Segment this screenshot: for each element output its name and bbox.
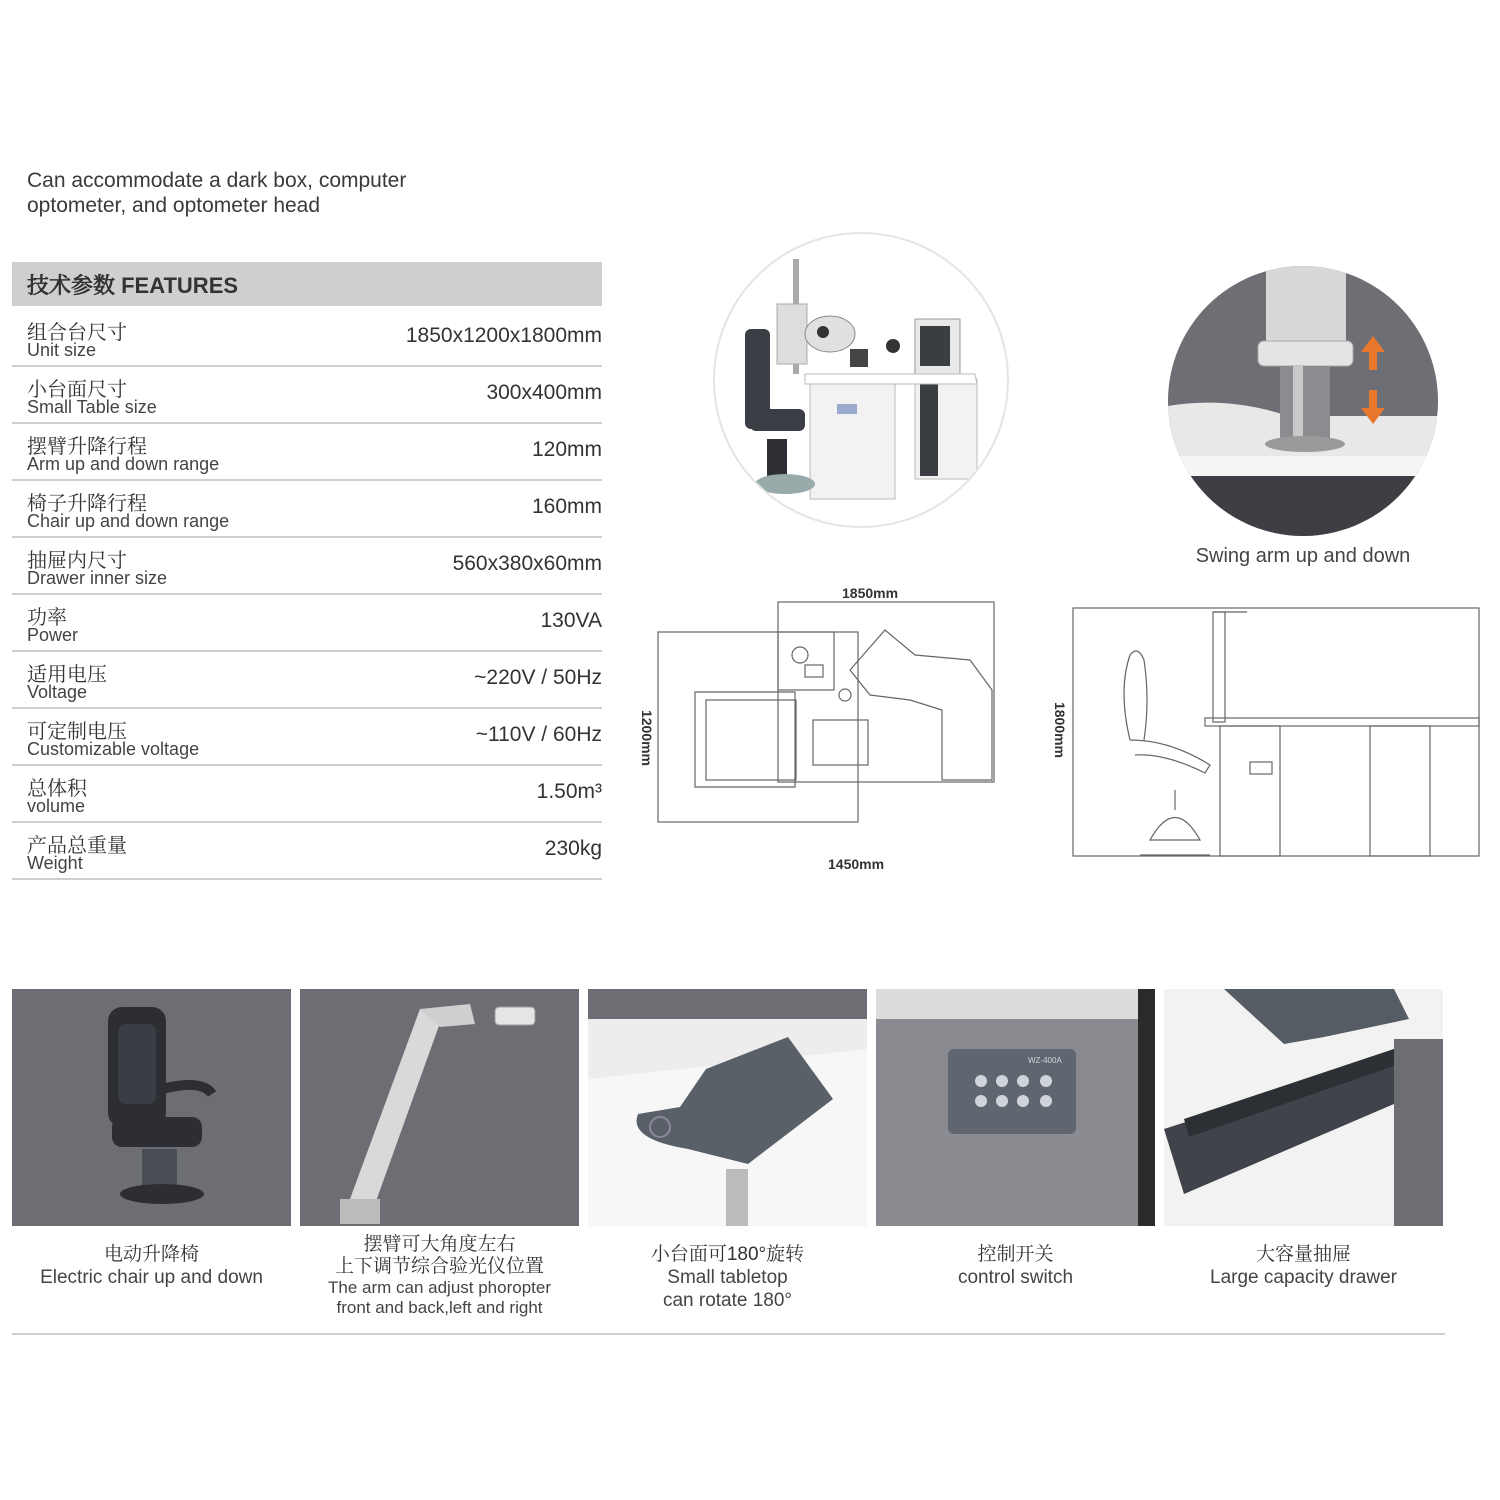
feature-tile-chair — [12, 989, 291, 1226]
spec-label-en: Small Table size — [27, 397, 157, 417]
electric-chair-icon — [12, 989, 291, 1226]
spec-label-en: Drawer inner size — [27, 568, 168, 588]
spec-value: 130VA — [540, 609, 602, 632]
spec-row — [12, 481, 602, 538]
spec-label-zh: 适用电压 — [27, 664, 107, 686]
spec-row — [12, 766, 602, 823]
spec-value: ~110V / 60Hz — [475, 723, 602, 746]
control-panel-icon — [876, 989, 1155, 1226]
feature-caption — [1164, 1244, 1443, 1289]
spec-label-en: Chair up and down range — [27, 511, 230, 531]
spec-label-en: Voltage — [27, 682, 88, 702]
spec-label-en: Customizable voltage — [27, 739, 200, 759]
spec-label-en: volume — [27, 796, 86, 816]
spec-row — [12, 310, 602, 367]
spec-row — [12, 424, 602, 481]
feature-caption — [12, 1244, 291, 1289]
spec-label-en: Unit size — [27, 340, 97, 360]
feature-caption-zh: 摆臂可大角度左右 上下调节综合验光仪位置 — [334, 1234, 544, 1277]
spec-label-zh: 可定制电压 — [27, 721, 127, 743]
feature-caption-zh: 电动升降椅 — [103, 1244, 199, 1265]
intro-text: Can accommodate a dark box, computer optometer, and optometer head — [27, 169, 407, 217]
spec-value: 1850x1200x1800mm — [405, 324, 602, 347]
dimension-depth: 1200mm — [639, 709, 655, 767]
spec-table — [12, 262, 602, 880]
spec-rows — [12, 310, 602, 880]
drawer-icon — [1164, 989, 1443, 1226]
feature-caption-zh: 小台面可180°旋转 — [650, 1244, 805, 1265]
bottom-divider — [12, 1333, 1445, 1335]
spec-label-zh: 功率 — [27, 607, 67, 629]
feature-caption-zh: 控制开关 — [977, 1244, 1054, 1265]
feature-caption-en: Electric chair up and down — [40, 1267, 263, 1288]
spec-value: 300x400mm — [486, 381, 602, 404]
feature-caption — [588, 1244, 867, 1312]
feature-caption-en: Large capacity drawer — [1210, 1267, 1397, 1288]
dimension-top-width: 1850mm — [842, 585, 899, 601]
dimension-height: 1800mm — [1052, 701, 1068, 759]
dimension-bottom-width: 1450mm — [828, 856, 885, 872]
spec-label-zh: 组合台尺寸 — [27, 322, 127, 344]
spec-value: 160mm — [531, 495, 602, 518]
feature-tile-switch — [876, 989, 1155, 1226]
product-illustration — [715, 234, 1007, 526]
spec-label-zh: 摆臂升降行程 — [27, 436, 147, 458]
spec-table-header: 技术参数 FEATURES — [12, 262, 602, 306]
spec-label-zh: 产品总重量 — [27, 835, 127, 857]
spec-label-zh: 抽屉内尺寸 — [27, 550, 127, 572]
spec-label-en: Power — [27, 625, 79, 645]
feature-caption — [876, 1244, 1155, 1289]
spec-value: 560x380x60mm — [452, 552, 602, 575]
spec-row — [12, 367, 602, 424]
feature-tile-arm — [300, 989, 579, 1226]
product-photo — [713, 232, 1009, 528]
side-view-diagram — [1065, 600, 1485, 862]
spec-label-en: Weight — [27, 853, 83, 873]
swing-arm-caption: Swing arm up and down — [1195, 545, 1411, 567]
spec-label-zh: 总体积 — [27, 778, 87, 800]
spec-value: 120mm — [531, 438, 602, 461]
swing-arm-icon — [300, 989, 579, 1226]
feature-caption-zh: 大容量抽屉 — [1255, 1244, 1351, 1265]
spec-row — [12, 595, 602, 652]
arrow-up-icon — [1361, 336, 1385, 370]
rotating-tabletop-icon — [588, 989, 867, 1226]
spec-value: ~220V / 50Hz — [474, 666, 602, 689]
spec-label-zh: 椅子升降行程 — [27, 493, 147, 515]
spec-row — [12, 538, 602, 595]
spec-row — [12, 823, 602, 880]
swing-arm-illustration — [1168, 266, 1438, 536]
feature-tile-drawer — [1164, 989, 1443, 1226]
feature-tile-tabletop — [588, 989, 867, 1226]
top-view-diagram — [630, 580, 1010, 880]
spec-value: 230kg — [544, 837, 602, 860]
spec-row — [12, 652, 602, 709]
spec-label-en: Arm up and down range — [27, 454, 220, 474]
feature-caption-en: Small tabletop can rotate 180° — [662, 1267, 793, 1311]
feature-caption-en: The arm can adjust phoropter front and back,left and right — [327, 1278, 551, 1317]
spec-row — [12, 709, 602, 766]
feature-caption-en: control switch — [957, 1267, 1074, 1288]
feature-caption — [300, 1234, 579, 1318]
spec-value: 1.50m³ — [536, 780, 602, 803]
panel-model-label: WZ-400A — [1028, 1056, 1062, 1065]
spec-label-zh: 小台面尺寸 — [27, 379, 127, 401]
swing-arm-photo — [1168, 266, 1438, 536]
